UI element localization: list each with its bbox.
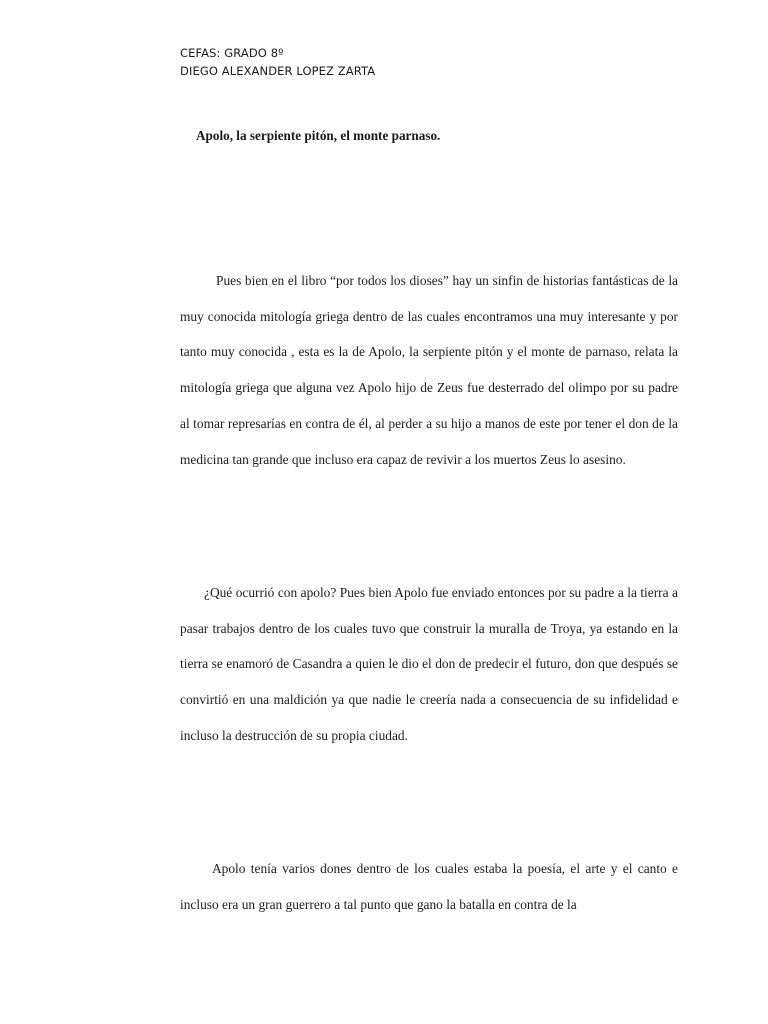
paragraph: Apolo tenía varios dones dentro de los cuales estaba la poesía, el arte y el canto e incluso era un gran guerrero a tal punto que gano la batalla en contra de la [180, 861, 678, 912]
document-header [180, 44, 375, 80]
paragraph: ¿Qué ocurrió con apolo? Pues bien Apolo fue enviado entonces por su padre a la tierra a pasar trabajos dentro de los cuales tuvo que construir la muralla de Troya, ya estando en la tierra se enamoró de Casandra a quien le dio el don de predecir el futuro, don que después se convirtió en una maldición ya que nadie le creería nada a consecuencia de su infidelidad e incluso la destrucción de su propia ciudad. [180, 585, 678, 743]
header-author-line: DIEGO ALEXANDER LOPEZ ZARTA [180, 64, 376, 78]
paragraph: Pues bien en el libro “por todos los dioses” hay un sinfin de historias fantásticas de la muy conocida mitología griega dentro de las cuales encontramos una muy interesante y por tanto muy conocida , esta es la de Apolo, la serpiente pitón y el monte de parnaso, relata la mitología griega que alguna vez Apolo hijo de Zeus fue desterrado del olimpo por su padre al tomar represarías en contra de él, al perder a su hijo a manos de este por tener el don de la medicina tan grande que incluso era capaz de revivir a los muertos Zeus lo asesino. [180, 273, 678, 467]
document-title: Apolo, la serpiente pitón, el monte parnaso. [196, 128, 441, 143]
header-course-line: CEFAS: GRADO 8º [180, 46, 284, 60]
